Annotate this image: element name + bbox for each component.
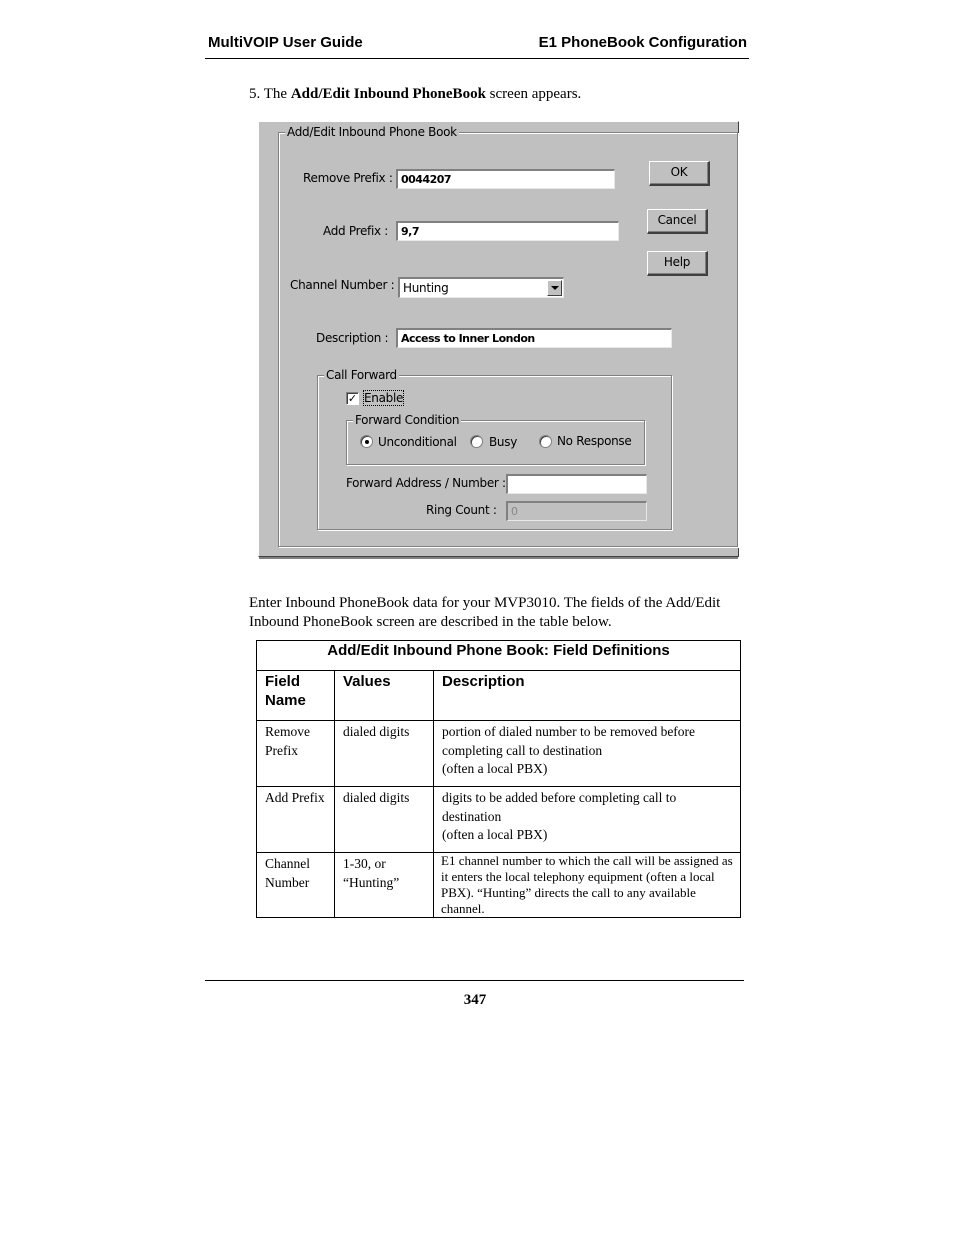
running-header-title: MultiVOIP User Guide (208, 34, 363, 51)
add-prefix-input[interactable]: 9,7 (396, 221, 619, 241)
table-row (257, 853, 741, 918)
add-prefix-label: Add Prefix : (323, 224, 389, 238)
remove-prefix-label: Remove Prefix : (303, 171, 393, 185)
call-forward-title: Call Forward (326, 368, 397, 382)
channel-number-value: Hunting (403, 281, 449, 295)
cell-values: dialed digits (335, 787, 434, 853)
no-response-radio[interactable] (539, 435, 552, 448)
cell-field: Add Prefix (257, 787, 335, 853)
cell-description (434, 853, 741, 918)
cell-description (434, 787, 741, 853)
dropdown-arrow-icon[interactable] (547, 280, 562, 296)
description-line: E1 channel number to which the call will be assigned as it enters the local telephony equipment (often a local PBX). “Hunting” directs the call to any available channel. (441, 853, 733, 916)
busy-label[interactable]: Busy (489, 435, 517, 449)
header-rule (205, 58, 749, 59)
field-definitions-table (256, 640, 741, 918)
cell-field: Channel Number (257, 853, 335, 918)
table-header-field-name: Field Name (257, 671, 335, 721)
table-caption: Add/Edit Inbound Phone Book: Field Definitions (257, 641, 741, 671)
description-label: Description : (316, 331, 389, 345)
table-header-description: Description (434, 671, 741, 721)
busy-radio[interactable] (470, 435, 483, 448)
table-header-values: Values (335, 671, 434, 721)
running-header-section: E1 PhoneBook Configuration (538, 34, 747, 51)
forward-address-label: Forward Address / Number : (346, 476, 506, 490)
ring-count-input[interactable]: 0 (506, 501, 647, 521)
cell-values: 1-30, or “Hunting” (335, 853, 434, 918)
cell-field: Remove Prefix (257, 721, 335, 787)
intro-paragraph: Enter Inbound PhoneBook data for your MVP3010. The fields of the Add/Edit Inbound PhoneBook screen are described in the table below. (249, 595, 721, 630)
enable-checkbox[interactable]: ✓ (347, 392, 358, 405)
no-response-label[interactable]: No Response (557, 434, 632, 448)
unconditional-label[interactable]: Unconditional (378, 435, 457, 449)
description-input[interactable]: Access to Inner London (396, 328, 672, 348)
table-row (257, 721, 741, 787)
ring-count-label: Ring Count : (426, 503, 497, 517)
description-line: (often a local PBX) (442, 827, 548, 842)
cell-values: dialed digits (335, 721, 434, 787)
page-number: 347 (463, 992, 487, 1008)
phone-book-group-title: Add/Edit Inbound Phone Book (287, 125, 457, 139)
description-line: (often a local PBX) (442, 761, 548, 776)
ok-button[interactable]: OK (649, 161, 710, 186)
channel-number-label: Channel Number : (290, 278, 395, 292)
forward-condition-title: Forward Condition (355, 413, 460, 427)
enable-label[interactable]: Enable (364, 391, 404, 405)
channel-number-select[interactable] (398, 277, 564, 298)
help-button[interactable]: Help (647, 251, 708, 276)
add-edit-inbound-phonebook-dialog (258, 121, 739, 557)
unconditional-radio[interactable] (360, 435, 373, 448)
forward-address-input[interactable] (506, 474, 647, 494)
remove-prefix-input[interactable]: 0044207 (396, 169, 615, 189)
description-line: portion of dialed number to be removed before completing call to destination (442, 724, 696, 758)
table-row (257, 787, 741, 853)
description-line: digits to be added before completing call to destination (442, 790, 677, 824)
footer-rule (205, 980, 744, 981)
step-instruction: 5. The Add/Edit Inbound PhoneBook screen appears. (249, 86, 582, 102)
cancel-button[interactable]: Cancel (647, 209, 708, 234)
cell-description (434, 721, 741, 787)
